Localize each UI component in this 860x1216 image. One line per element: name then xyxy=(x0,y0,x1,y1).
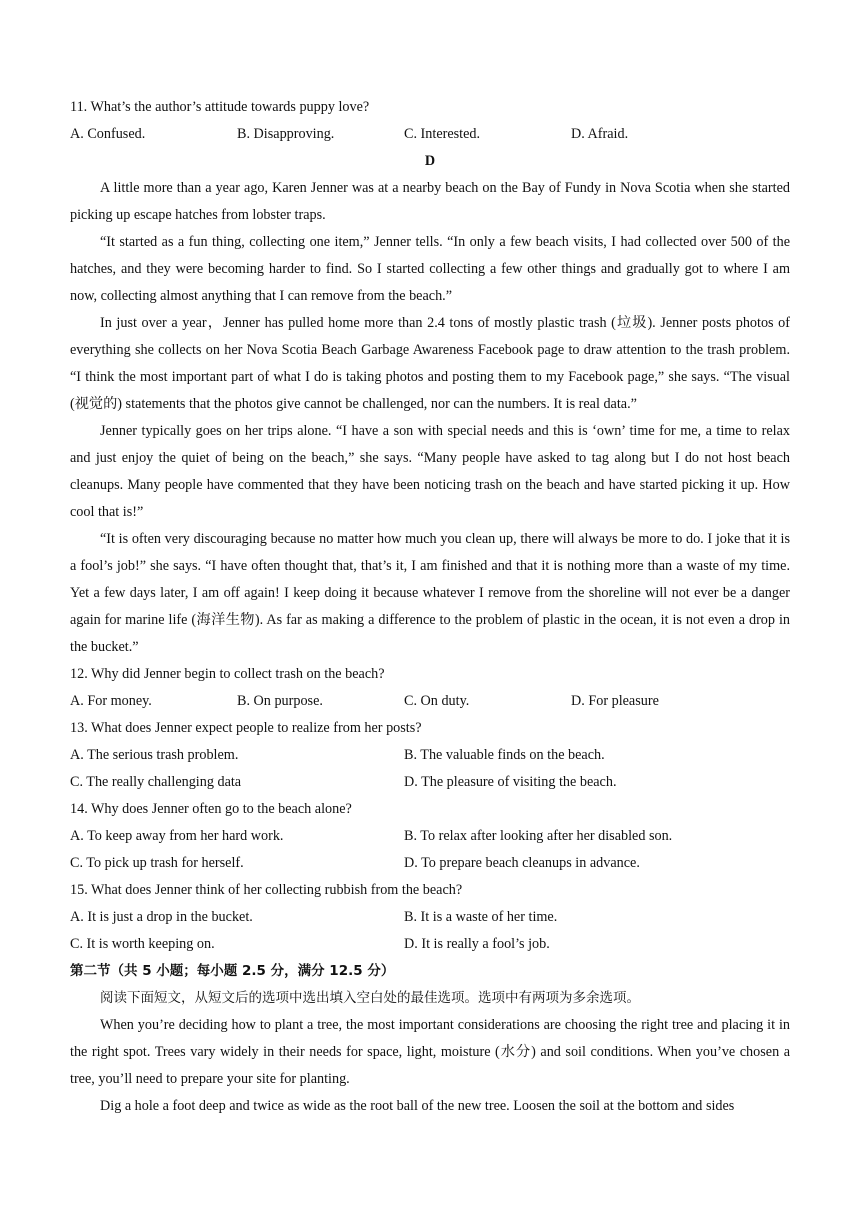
passage-d-paragraph: “It is often very discouraging because no matter how much you clean up, there will always be more to do. I joke that it is a fool’s job!” she says. “I have often thought that, that’s it, I am finished and that it is nothing more than a waste of my time. Yet a few days later, I am off again! I keep doing it because whatever I remove from the shoreline will not ever be a danger again for marine life (海洋生物). As far as making a difference to the problem of plastic in the ocean, it is not even a drop in the bucket.” xyxy=(70,531,790,655)
section-heading: 第二节（共 5 小题；每小题 2.5 分，满分 12.5 分） xyxy=(70,963,395,979)
question-13: 13. What does Jenner expect people to realize from her posts? xyxy=(70,720,422,736)
passage-d-paragraph: A little more than a year ago, Karen Jenner was at a nearby beach on the Bay of Fundy in Nova Scotia when she started picking up escape hatches from lobster traps. xyxy=(70,180,790,223)
option-b: B. Disapproving. xyxy=(237,126,335,142)
question-14-options-ab xyxy=(70,823,790,850)
section-paragraph: When you’re deciding how to plant a tree, the most important considerations are choosing the right tree and placing it in the right spot. Trees vary widely in their needs for space, light, moisture (水分) and soil conditions. When you’ve chosen a tree, you’ll need to prepare your site for planting. xyxy=(70,1017,790,1087)
passage-d-paragraph: “It started as a fun thing, collecting one item,” Jenner tells. “In only a few beach visits, I had collected over 500 of the hatches, and they were becoming harder to find. So I started collecting a few other things and gradually got to where I am now, collecting almost anything that I can remove from the beach.” xyxy=(70,234,790,304)
option-a: A. Confused. xyxy=(70,126,146,142)
option-c: C. It is worth keeping on. xyxy=(70,936,215,952)
passage-d-title: D xyxy=(424,153,436,169)
question-12-options xyxy=(70,688,790,715)
question-14: 14. Why does Jenner often go to the beach alone? xyxy=(70,801,352,817)
question-11-options xyxy=(70,121,790,148)
question-14-options-cd xyxy=(70,850,790,877)
option-b: B. On purpose. xyxy=(237,693,323,709)
option-a: A. The serious trash problem. xyxy=(70,747,239,763)
option-a: A. It is just a drop in the bucket. xyxy=(70,909,253,925)
question-15: 15. What does Jenner think of her collecting rubbish from the beach? xyxy=(70,882,463,898)
option-d: D. Afraid. xyxy=(571,126,629,142)
option-d: D. It is really a fool’s job. xyxy=(404,936,550,952)
passage-d-paragraph: In just over a year，Jenner has pulled home more than 2.4 tons of mostly plastic trash (垃圾). Jenner posts photos of everything she collects on her Nova Scotia Beach Garbage Awareness Facebook page to draw attention to the trash problem. “I think the most important part of what I do is taking photos and posting them to my Facebook page,” she says. “The visual (视觉的) statements that the photos give cannot be challenged, nor can the numbers. It is real data.” xyxy=(70,315,790,412)
question-12: 12. Why did Jenner begin to collect trash on the beach? xyxy=(70,666,385,682)
option-c: C. To pick up trash for herself. xyxy=(70,855,244,871)
passage-d-paragraph: Jenner typically goes on her trips alone. “I have a son with special needs and this is ‘own’ time for me, a time to relax and just enjoy the quiet of being on the beach,” she says. “Many people have asked to tag along but I do not host beach cleanups. Many people have commented that they have been noticing trash on the beach and have started picking it up. How cool that is!” xyxy=(70,423,790,520)
option-b: B. The valuable finds on the beach. xyxy=(404,747,605,763)
option-a: A. To keep away from her hard work. xyxy=(70,828,284,844)
option-b: B. It is a waste of her time. xyxy=(404,909,558,925)
option-d: D. To prepare beach cleanups in advance. xyxy=(404,855,640,871)
option-c: C. On duty. xyxy=(404,693,470,709)
question-15-options-ab xyxy=(70,904,790,931)
question-11: 11. What’s the author’s attitude towards puppy love? xyxy=(70,99,370,115)
exam-page xyxy=(70,94,790,1120)
option-a: A. For money. xyxy=(70,693,152,709)
option-c: C. Interested. xyxy=(404,126,481,142)
section-instruction: 阅读下面短文，从短文后的选项中选出填入空白处的最佳选项。选项中有两项为多余选项。 xyxy=(100,990,640,1006)
question-13-options-ab xyxy=(70,742,790,769)
option-d: D. For pleasure xyxy=(571,693,659,709)
question-15-options-cd xyxy=(70,931,790,958)
option-c: C. The really challenging data xyxy=(70,774,242,790)
option-d: D. The pleasure of visiting the beach. xyxy=(404,774,617,790)
option-b: B. To relax after looking after her disabled son. xyxy=(404,828,673,844)
section-paragraph: Dig a hole a foot deep and twice as wide as the root ball of the new tree. Loosen the soil at the bottom and sides xyxy=(100,1098,735,1114)
question-13-options-cd xyxy=(70,769,790,796)
